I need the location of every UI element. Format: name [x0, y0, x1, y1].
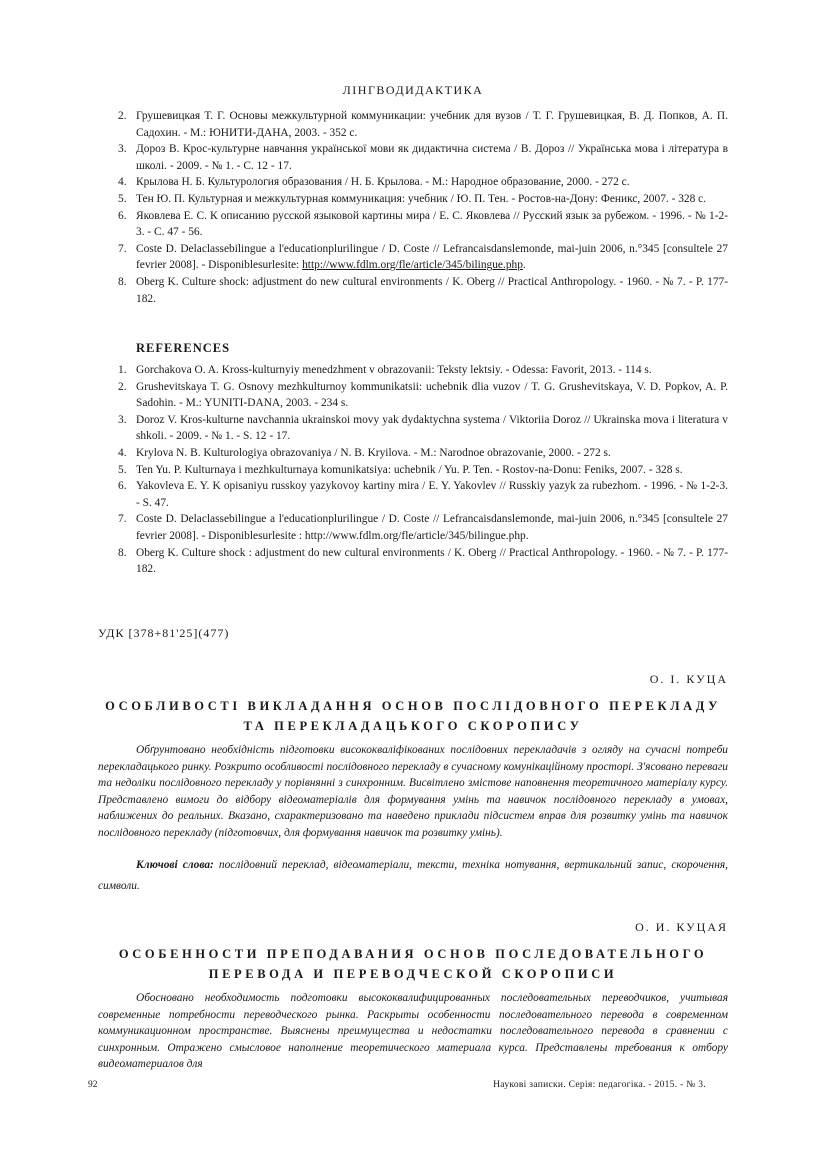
reference-link[interactable]: http://www.fdlm.org/fle/article/345/bilingue.php	[302, 259, 523, 272]
reference-text: Coste D. Delaclassebilingue a l'educationplurilingue / D. Coste // Lefrancaisdanslemonde, mai-juin 2006, n.°345 [consultele 27 fevrier 2008]. - Disponiblesurlesite:	[136, 242, 728, 272]
reference-number: 7.	[118, 242, 127, 255]
reference-item	[98, 412, 728, 445]
reference-item	[98, 379, 728, 412]
author-russian: О. И. КУЦАЯ	[635, 920, 728, 934]
reference-item	[98, 191, 728, 208]
reference-item	[98, 362, 728, 379]
reference-item	[98, 208, 728, 241]
reference-number: 8.	[118, 546, 127, 559]
reference-number: 4.	[118, 176, 127, 189]
reference-text: Doroz V. Kros-kulturne navchannia ukrainskoi movy yak dydaktychna systema / Viktoriia Doroz // Ukrainska mova i literatura v shkoli. - 2009. - № 1. - S. 12 - 17.	[136, 413, 728, 443]
running-head: ЛІНГВОДИДАКТИКА	[342, 83, 484, 97]
reference-item	[98, 511, 728, 544]
reference-text: Крылова Н. Б. Культурология образования / Н. Б. Крылова. - М.: Народное образование, 2000. - 272 с.	[136, 176, 630, 189]
article-title-russian: ОСОБЕННОСТИ ПРЕПОДАВАНИЯ ОСНОВ ПОСЛЕДОВАТЕЛЬНОГО ПЕРЕВОДА И ПЕРЕВОДЧЕСКОЙ СКОРОПИСИ	[118, 947, 708, 981]
keywords-label: Ключові слова:	[136, 859, 214, 871]
reference-text: Грушевицкая Т. Г. Основы межкультурной коммуникации: учебник для вузов / Т. Г. Грушевицкая, В. Д. Попков, А. П. Садохин. - М.: ЮНИТИ-ДАНА, 2003. - 352 с.	[136, 110, 728, 139]
reference-list-ukrainian	[98, 108, 728, 307]
reference-item	[98, 174, 728, 191]
reference-number: 4.	[118, 446, 127, 459]
reference-text: Ten Yu. P. Kulturnaya i mezhkulturnaya komunikatsiya: uchebnik / Yu. P. Ten. - Rostov-na-Donu: Feniks, 2007. - 328 s.	[136, 463, 683, 476]
journal-footer: Наукові записки. Серія: педагогіка. - 2015. - № 3.	[493, 1080, 706, 1090]
reference-number: 2.	[118, 110, 127, 122]
reference-text: Grushevitskaya T. G. Osnovy mezhkulturnoy kommunikatsii: uchebnik dlia vuzov / T. G. Grushevitskaya, V. D. Popkov, A. P. Sadohin. - M.: YUNITI-DANA, 2003. - 234 s.	[136, 380, 728, 410]
reference-item	[98, 445, 728, 462]
reference-item	[98, 241, 728, 274]
reference-text: Oberg K. Culture shock: adjustment do new cultural environments / K. Oberg // Practical Anthropology. - 1960. - № 7. - P. 177-182.	[136, 275, 728, 305]
abstract-ukrainian: Обґрунтовано необхідність підготовки висококваліфікованих послідовних перекладачів з огляду на сучасні потреби перекладацького ринку. Розкрито особливості послідовного перекладу в сучасному комунікаційному просторі. З'ясовано переваги та недоліки послідовного перекладу у порівнянні з синхронним. Висвітлено змістове наповнення теоретичного матеріалу курсу. Представлено вимоги до відбору відеоматеріалів для формування умінь та навичок послідовного перекладу в умовах, наближених до реальних. Вказано, схарактеризовано та наведено приклади підсистем вправ для розвитку умінь та навичок послідовного перекладу (підготовчих, для формування навичок та розвитку умінь).	[98, 744, 728, 839]
reference-text: Тен Ю. П. Культурная и межкультурная коммуникация: учебник / Ю. П. Тен. - Ростов-на-Дону: Феникс, 2007. - 328 с.	[136, 192, 707, 205]
reference-text: Krylova N. B. Kulturologiya obrazovaniya / N. B. Kryilova. - M.: Narodnoe obrazovanie, 2000. - 272 s.	[136, 446, 611, 459]
reference-item	[98, 274, 728, 307]
reference-number: 5.	[118, 192, 127, 205]
reference-text: Yakovleva E. Y. K opisaniyu russkoy yazykovoy kartiny mira / E. Y. Yakovlev // Russkiy yazyk za rubezhom. - 1996. - № 1-2-3. - S. 47.	[136, 480, 728, 509]
udk-code: УДК [378+81'25](477)	[98, 626, 230, 640]
reference-number: 3.	[118, 143, 127, 156]
reference-text: Gorchakova O. A. Kross-kulturnyiy menedzhment v obrazovanii: Teksty lektsiy. - Odessa: Favorit, 2013. - 114 s.	[136, 364, 652, 376]
reference-item	[98, 108, 728, 141]
reference-text: Oberg K. Culture shock : adjustment do new cultural environments / K. Oberg // Practical Anthropology. - 1960. - № 7. - P. 177-182.	[136, 546, 728, 576]
reference-list-english	[98, 362, 728, 578]
author-ukrainian: О. І. КУЦА	[649, 672, 728, 686]
reference-number: 1.	[118, 364, 127, 376]
reference-text: Coste D. Delaclassebilingue a l'educationplurilingue / D. Coste // Lefrancaisdanslemonde, mai-juin 2006, n.°345 [consultele 27 fevrier 2008]. - Disponiblesurlesite : http://www.fdlm.org/fle/article/345/bilingue.php.	[136, 513, 728, 542]
reference-number: 2.	[118, 380, 127, 393]
page-number: 92	[88, 1080, 98, 1090]
reference-item	[98, 478, 728, 511]
reference-number: 6.	[118, 480, 127, 493]
keywords-text: послідовний переклад, відеоматеріали, тексти, техніка нотування, вертикальний запис, скорочення, символи.	[98, 859, 729, 892]
reference-item	[98, 462, 728, 479]
keywords	[98, 855, 728, 897]
reference-number: 8.	[118, 275, 127, 288]
reference-number: 3.	[118, 413, 127, 426]
reference-number: 6.	[118, 209, 127, 222]
abstract-russian: Обосновано необходимость подготовки высококвалифицированных последовательных переводчиков, учитывая современные потребности переводческого рынка. Раскрыты особенности последовательного перевода в современном коммуникационном пространстве. Выяснены преимущества и недостатки последовательного перевода в сравнении с синхронным. Отражено смысловое наполнение теоретического материала курса. Представлены требования к отбору видеоматериалов для	[98, 992, 728, 1071]
reference-text-end: .	[522, 259, 526, 272]
reference-number: 5.	[118, 463, 127, 476]
reference-item	[98, 545, 728, 578]
references-heading: REFERENCES	[136, 341, 231, 355]
reference-number: 7.	[118, 513, 127, 526]
reference-item	[98, 141, 728, 174]
reference-text: Яковлева Е. С. К описанию русской языковой картины мира / Е. С. Яковлева // Русский язык за рубежом. - 1996. - № 1-2-3. - С. 47 - 56.	[136, 209, 728, 239]
article-title-ukrainian: ОСОБЛИВОСТІ ВИКЛАДАННЯ ОСНОВ ПОСЛІДОВНОГО ПЕРЕКЛАДУ ТА ПЕРЕКЛАДАЦЬКОГО СКОРОПИСУ	[105, 699, 721, 733]
reference-text: Дороз В. Крос-культурне навчання української мови як дидактична система / В. Дороз // Українська мова і література в школі. - 2009. - № 1. - С. 12 - 17.	[136, 143, 728, 172]
